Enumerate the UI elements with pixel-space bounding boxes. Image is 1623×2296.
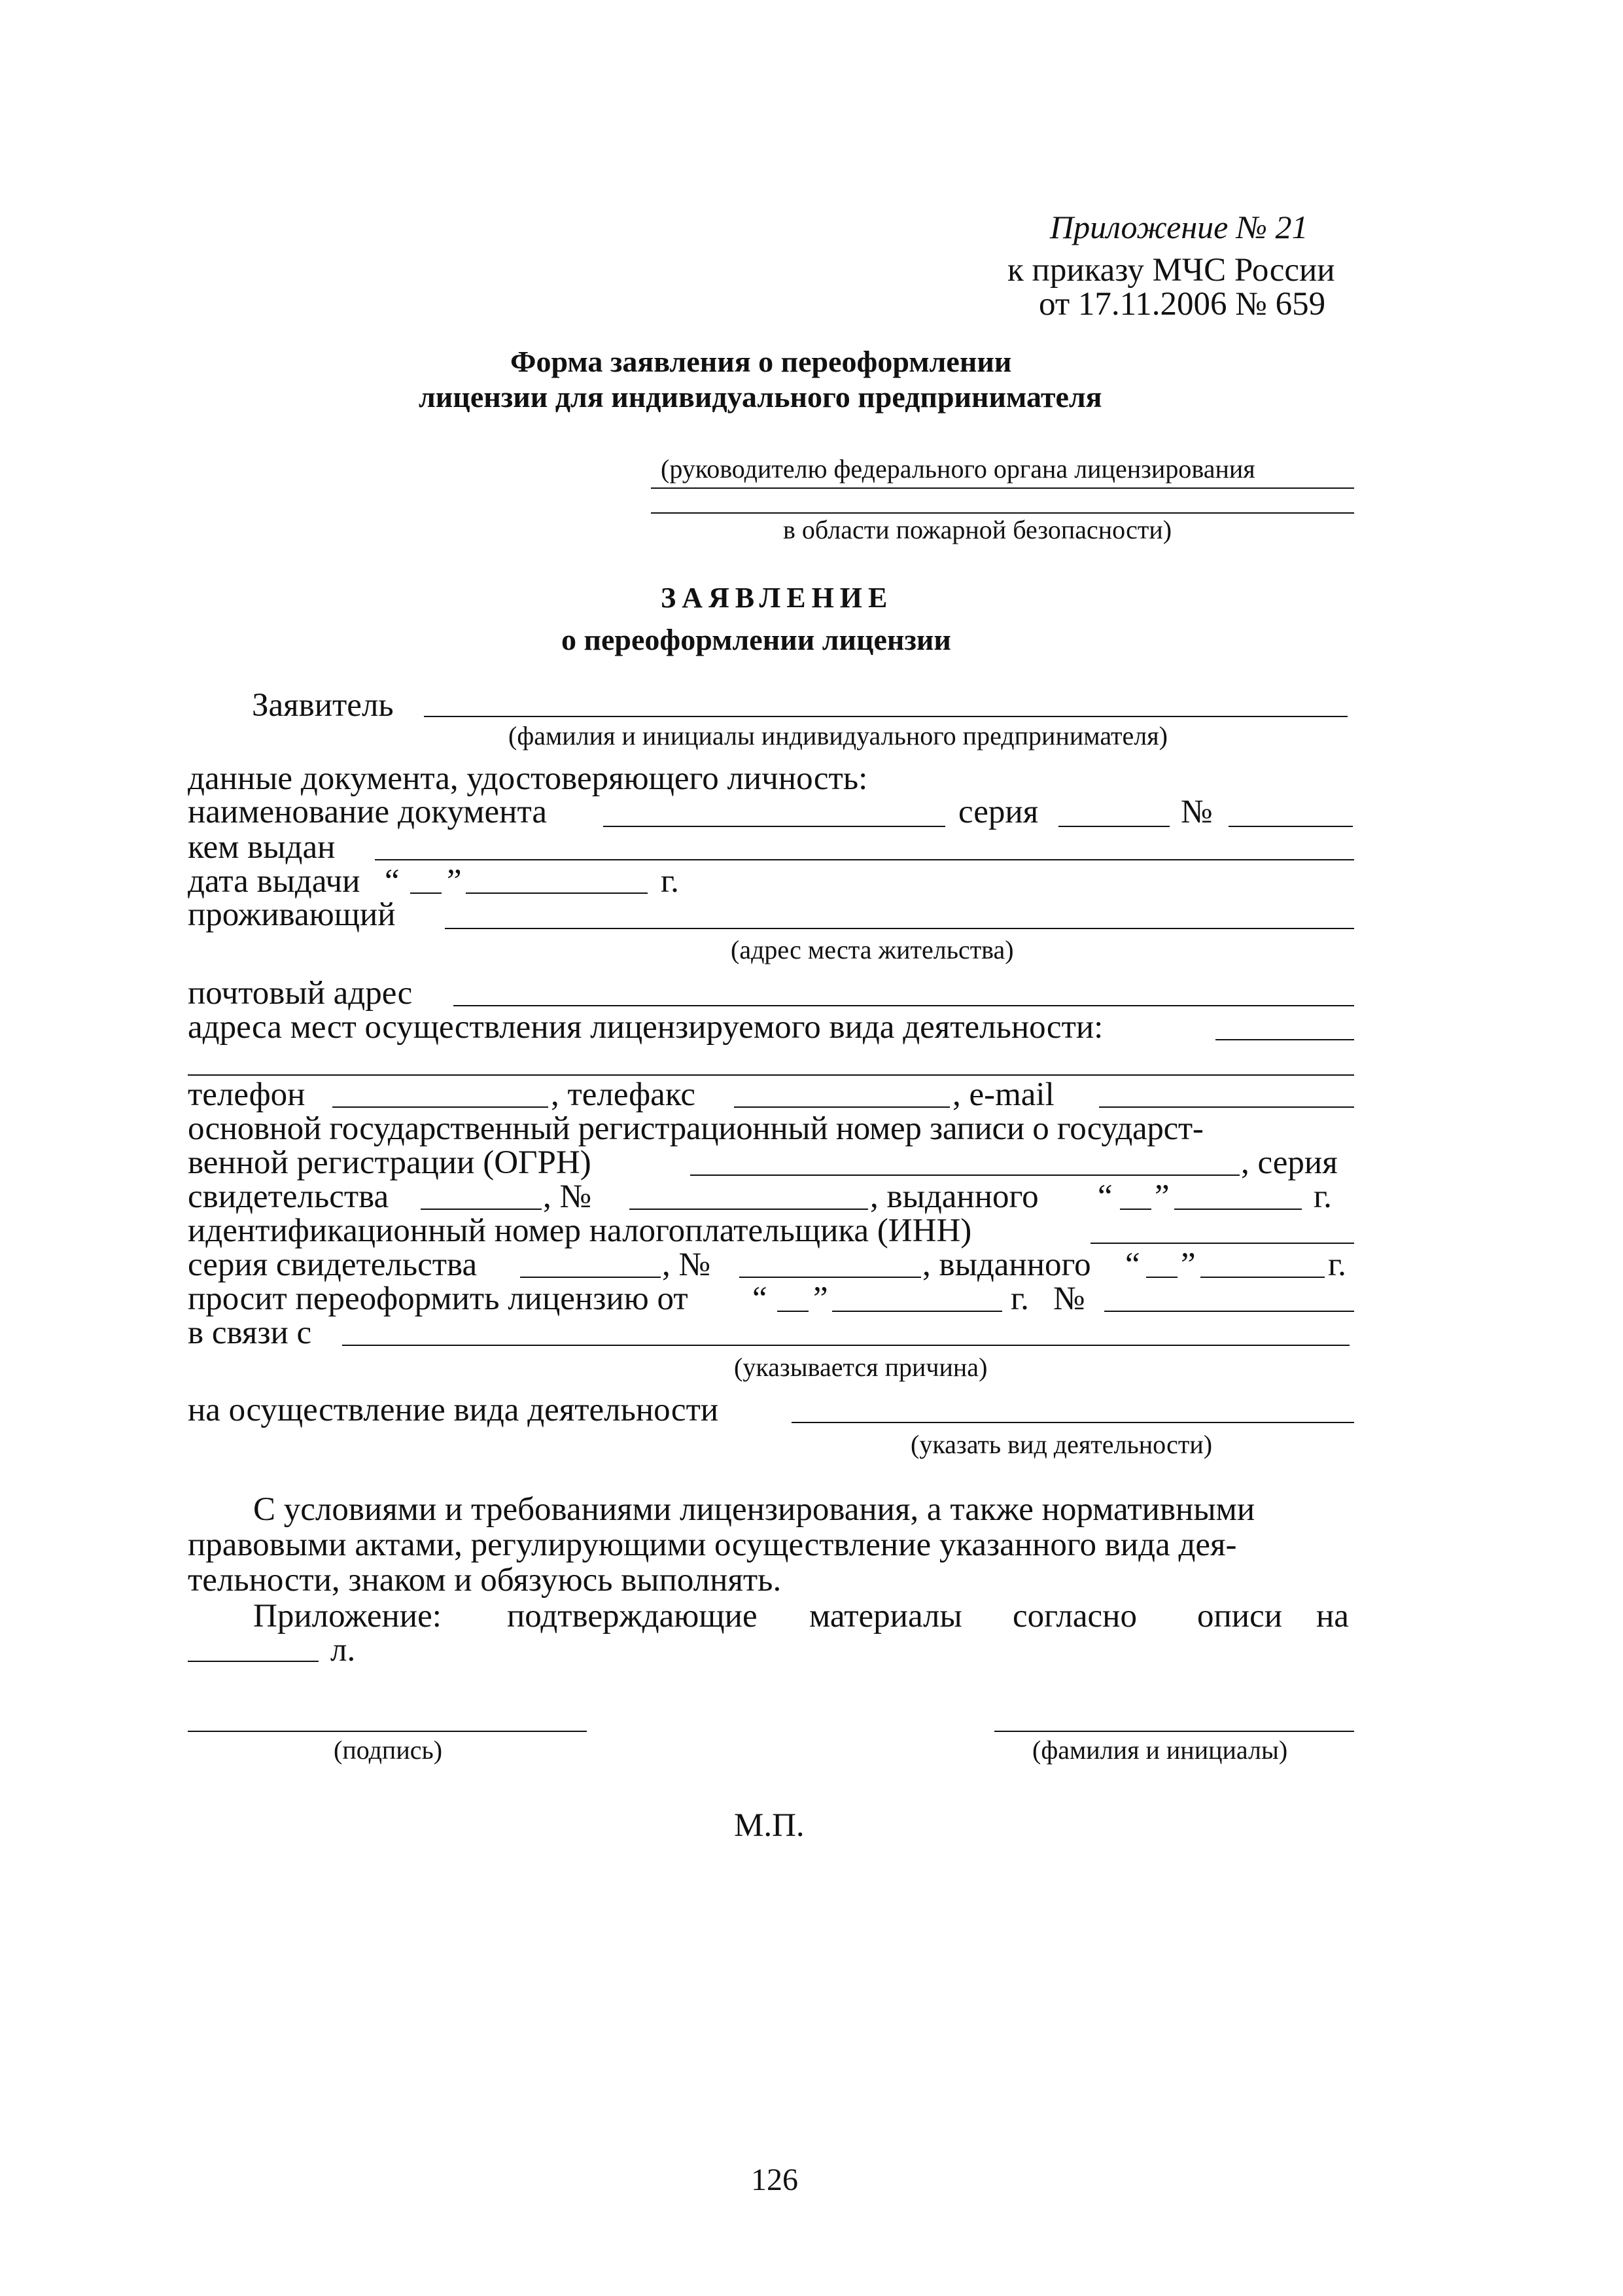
attach-word-3: материалы — [809, 1598, 962, 1634]
addressee-hint-2: в области пожарной безопасности) — [783, 515, 1172, 544]
inn-cert-number-field[interactable] — [739, 1277, 921, 1278]
ogrn-quote-close: ” — [1155, 1178, 1170, 1215]
seal-placeholder: М.П. — [734, 1807, 805, 1844]
request-month-field[interactable] — [832, 1311, 1002, 1312]
name-initials-field[interactable] — [994, 1731, 1354, 1732]
body-paragraph-line1: С условиями и требованиями лицензирования, а также нормативными — [253, 1491, 1255, 1528]
issued-by-label: кем выдан — [188, 829, 336, 866]
signature-field[interactable] — [188, 1731, 587, 1732]
doc-series-field[interactable] — [1058, 826, 1170, 827]
applicant-field[interactable] — [424, 716, 1348, 717]
form-title-line2: лицензии для индивидуального предпринимателя — [419, 380, 1102, 414]
attach-word-4: согласно — [1013, 1598, 1137, 1634]
request-year-abbr: г. — [1011, 1280, 1029, 1317]
activity-label: на осуществление вида деятельности — [188, 1392, 719, 1428]
email-field[interactable] — [1099, 1106, 1354, 1108]
ogrn-cert-number-label: , № — [543, 1178, 592, 1215]
issue-date-quote-open: “ — [385, 863, 400, 900]
statement-title: ЗАЯВЛЕНИЕ — [661, 582, 894, 614]
activity-field[interactable] — [792, 1422, 1354, 1423]
appendix-label: Приложение № 21 — [1050, 209, 1308, 245]
activity-hint: (указать вид деятельности) — [911, 1430, 1213, 1459]
order-date: от 17.11.2006 № 659 — [1039, 286, 1326, 323]
signature-hint: (подпись) — [334, 1735, 443, 1765]
body-paragraph-line3: тельности, знаком и обязуюсь выполнять. — [188, 1562, 782, 1598]
addressee-hint-1: (руководителю федерального органа лицензирования — [661, 454, 1255, 484]
reason-hint: (указывается причина) — [734, 1352, 988, 1382]
inn-issued-label: , выданного — [922, 1246, 1091, 1283]
inn-issue-month-field[interactable] — [1200, 1277, 1325, 1278]
addressee-line-2[interactable] — [651, 512, 1354, 514]
ogrn-series-label: , серия — [1241, 1144, 1338, 1181]
issue-date-label: дата выдачи — [188, 863, 360, 900]
page-number: 126 — [751, 2163, 798, 2197]
residing-label: проживающий — [188, 896, 396, 933]
inn-cert-series-label: серия свидетельства — [188, 1246, 478, 1283]
issued-by-field[interactable] — [375, 859, 1354, 860]
ogrn-certificate-label: свидетельства — [188, 1178, 389, 1215]
attach-word-2: подтверждающие — [507, 1598, 758, 1634]
form-title-line1: Форма заявления о переоформлении — [510, 345, 1012, 378]
residence-field[interactable] — [445, 928, 1354, 929]
activity-addresses-field[interactable] — [1215, 1039, 1354, 1040]
in-connection-label: в связи с — [188, 1315, 312, 1351]
ogrn-cert-series-field[interactable] — [421, 1209, 542, 1210]
id-document-label: данные документа, удостоверяющего личность: — [188, 760, 868, 797]
activity-addresses-field-2[interactable] — [188, 1074, 1354, 1076]
phone-field[interactable] — [332, 1106, 548, 1108]
request-number-label: № — [1053, 1280, 1085, 1317]
ogrn-issued-label: , выданного — [870, 1178, 1039, 1215]
name-initials-hint: (фамилия и инициалы) — [1032, 1735, 1288, 1765]
sheets-count-field[interactable] — [188, 1661, 319, 1662]
addressee-line-1[interactable] — [651, 487, 1354, 489]
attach-word-1: Приложение: — [253, 1598, 442, 1634]
ogrn-cert-number-field[interactable] — [629, 1209, 868, 1210]
request-number-field[interactable] — [1104, 1311, 1354, 1312]
issue-date-day-field[interactable] — [410, 892, 442, 894]
ogrn-issue-month-field[interactable] — [1174, 1209, 1302, 1210]
ogrn-label-line1: основной государственный регистрационный номер записи о государст- — [188, 1110, 1204, 1147]
doc-name-field[interactable] — [603, 826, 945, 827]
postal-address-field[interactable] — [453, 1005, 1354, 1006]
doc-number-field[interactable] — [1229, 826, 1353, 827]
ogrn-issue-day-field[interactable] — [1120, 1209, 1151, 1210]
phone-label: телефон — [188, 1076, 305, 1113]
ogrn-field[interactable] — [690, 1174, 1240, 1176]
attach-word-5: описи — [1197, 1598, 1283, 1634]
inn-cert-series-field[interactable] — [520, 1277, 661, 1278]
ogrn-quote-open: “ — [1098, 1178, 1113, 1215]
attach-word-6: на — [1316, 1598, 1349, 1634]
fax-label: , телефакс — [551, 1076, 695, 1113]
statement-subtitle: о переоформлении лицензии — [561, 623, 951, 656]
doc-number-label: № — [1181, 794, 1213, 830]
order-reference: к приказу МЧС России — [1007, 252, 1335, 289]
request-day-field[interactable] — [777, 1311, 809, 1312]
issue-date-year-abbr: г. — [661, 863, 679, 900]
fax-field[interactable] — [734, 1106, 950, 1108]
inn-quote-close: ” — [1181, 1246, 1196, 1283]
doc-name-label: наименование документа — [188, 794, 548, 830]
email-label: , e-mail — [952, 1076, 1055, 1113]
inn-cert-number-label: , № — [662, 1246, 711, 1283]
doc-series-label: серия — [958, 794, 1039, 830]
inn-label: идентификационный номер налогоплательщика (ИНН) — [188, 1212, 972, 1249]
inn-issue-day-field[interactable] — [1146, 1277, 1178, 1278]
residence-hint: (адрес места жительства) — [731, 935, 1014, 964]
applicant-label: Заявитель — [252, 687, 394, 724]
body-paragraph-line2: правовыми актами, регулирующими осуществление указанного вида дея- — [188, 1527, 1237, 1563]
inn-field[interactable] — [1091, 1243, 1354, 1244]
sheets-label: л. — [330, 1632, 356, 1669]
applicant-hint: (фамилия и инициалы индивидуального предпринимателя) — [508, 721, 1168, 751]
inn-quote-open: “ — [1125, 1246, 1140, 1283]
inn-year-abbr: г. — [1328, 1246, 1346, 1283]
activity-addresses-label: адреса мест осуществления лицензируемого вида деятельности: — [188, 1009, 1104, 1046]
reason-field[interactable] — [342, 1345, 1350, 1346]
issue-date-month-field[interactable] — [466, 892, 648, 894]
request-quote-open: “ — [752, 1280, 767, 1317]
ogrn-label-line2: венной регистрации (ОГРН) — [188, 1144, 591, 1181]
ogrn-year-abbr: г. — [1314, 1178, 1332, 1215]
request-quote-close: ” — [813, 1280, 828, 1317]
request-label: просит переоформить лицензию от — [188, 1280, 688, 1317]
issue-date-quote-close: ” — [447, 863, 462, 900]
postal-address-label: почтовый адрес — [188, 975, 413, 1012]
